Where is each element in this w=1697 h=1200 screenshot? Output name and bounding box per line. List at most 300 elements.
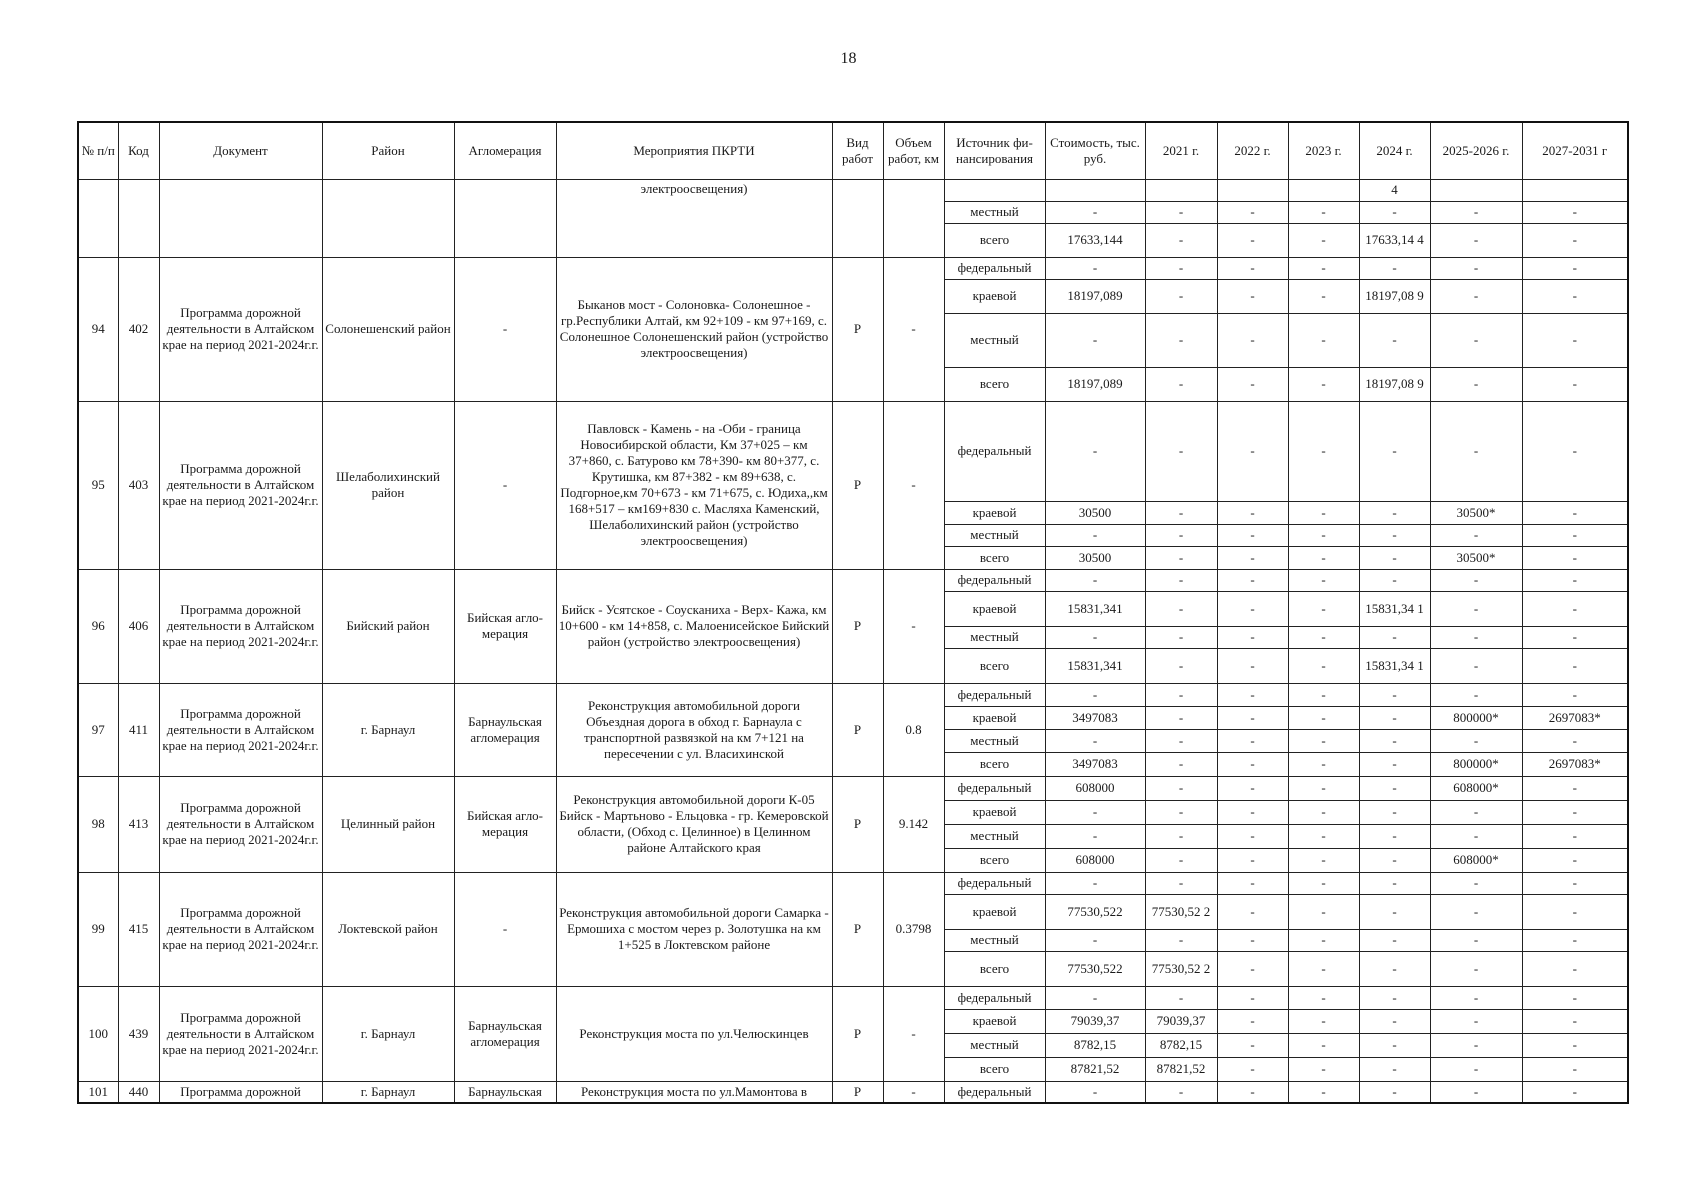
funding-source-cell: всего <box>944 367 1045 401</box>
amount-cell: - <box>1430 824 1522 848</box>
amount-cell: - <box>1522 569 1628 591</box>
amount-cell: - <box>1288 524 1359 546</box>
amount-cell: - <box>1145 848 1217 872</box>
amount-cell: 2697083* <box>1522 752 1628 776</box>
amount-cell: - <box>1522 824 1628 848</box>
funding-source-cell: местный <box>944 313 1045 367</box>
volume-cell: - <box>883 257 944 401</box>
amount-cell: 77530,522 <box>1045 894 1145 929</box>
district-cell: Бийский район <box>322 569 454 683</box>
amount-cell: - <box>1217 986 1288 1009</box>
amount-cell: - <box>1522 683 1628 706</box>
amount-cell: - <box>1522 929 1628 951</box>
amount-cell: 3497083 <box>1045 752 1145 776</box>
amount-cell: - <box>1430 648 1522 683</box>
column-header: Мероприятия ПКРТИ <box>556 122 832 179</box>
amount-cell: 18197,08 9 <box>1359 279 1430 313</box>
funding-source-cell: федеральный <box>944 683 1045 706</box>
amount-cell: - <box>1145 501 1217 524</box>
amount-cell: 8782,15 <box>1145 1033 1217 1057</box>
amount-cell: - <box>1359 257 1430 279</box>
amount-cell: - <box>1522 201 1628 223</box>
amount-cell: - <box>1045 626 1145 648</box>
funding-source-cell: федеральный <box>944 401 1045 501</box>
document-cell: Программа дорожной деятельности в Алтайском крае на период 2021-2024г.г. <box>159 872 322 986</box>
column-header: Район <box>322 122 454 179</box>
amount-cell: - <box>1522 1081 1628 1103</box>
volume-cell <box>883 179 944 257</box>
amount-cell: - <box>1045 201 1145 223</box>
amount-cell: - <box>1522 872 1628 894</box>
amount-cell: - <box>1217 313 1288 367</box>
amount-cell: - <box>1359 951 1430 986</box>
column-header: 2022 г. <box>1217 122 1288 179</box>
amount-cell: - <box>1359 894 1430 929</box>
amount-cell: - <box>1430 872 1522 894</box>
amount-cell: 15831,34 1 <box>1359 648 1430 683</box>
amount-cell: - <box>1288 951 1359 986</box>
amount-cell: - <box>1359 524 1430 546</box>
volume-cell: - <box>883 986 944 1081</box>
code-cell: 439 <box>118 986 159 1081</box>
work-type-cell: Р <box>832 401 883 569</box>
amount-cell: - <box>1217 1009 1288 1033</box>
amount-cell: - <box>1288 800 1359 824</box>
measure-cell: Реконструкция автомобильной дороги Объездная дорога в обход г. Барнаула с транспортной развязкой на км 7+121 на пересечении с ул. Власихинской <box>556 683 832 776</box>
amount-cell: 800000* <box>1430 752 1522 776</box>
amount-cell: 18197,089 <box>1045 367 1145 401</box>
amount-cell: - <box>1045 257 1145 279</box>
funding-source-cell: федеральный <box>944 569 1045 591</box>
amount-cell: - <box>1288 729 1359 752</box>
funding-source-cell: всего <box>944 1057 1045 1081</box>
amount-cell: 608000* <box>1430 848 1522 872</box>
amount-cell: - <box>1145 223 1217 257</box>
column-header: 2024 г. <box>1359 122 1430 179</box>
volume-cell: 0.3798 <box>883 872 944 986</box>
amount-cell: - <box>1145 752 1217 776</box>
row-number-cell: 101 <box>78 1081 118 1103</box>
amount-cell: - <box>1522 367 1628 401</box>
row-number-cell: 100 <box>78 986 118 1081</box>
column-header: 2025-2026 г. <box>1430 122 1522 179</box>
amount-cell: - <box>1359 1009 1430 1033</box>
amount-cell: 77530,522 <box>1045 951 1145 986</box>
amount-cell: - <box>1288 1057 1359 1081</box>
work-type-cell: Р <box>832 776 883 872</box>
amount-cell: - <box>1045 401 1145 501</box>
amount-cell: - <box>1522 591 1628 626</box>
amount-cell: - <box>1217 201 1288 223</box>
amount-cell: - <box>1359 1057 1430 1081</box>
amount-cell: - <box>1430 223 1522 257</box>
amount-cell: - <box>1045 824 1145 848</box>
amount-cell: - <box>1045 683 1145 706</box>
table-row <box>78 1081 1628 1103</box>
funding-source-cell: краевой <box>944 591 1045 626</box>
funding-source-cell: краевой <box>944 894 1045 929</box>
amount-cell: - <box>1145 257 1217 279</box>
measure-cell: Реконструкция автомобильной дороги К-05 Бийск - Мартьново - Ельцовка - гр. Кемеровской области, (Обход с. Целинное) в Целинном районе Алтайского края <box>556 776 832 872</box>
district-cell: г. Барнаул <box>322 986 454 1081</box>
amount-cell: - <box>1288 201 1359 223</box>
code-cell <box>118 179 159 257</box>
funding-source-cell: местный <box>944 524 1045 546</box>
amount-cell: 77530,52 2 <box>1145 894 1217 929</box>
amount-cell: - <box>1522 1057 1628 1081</box>
amount-cell: - <box>1359 501 1430 524</box>
amount-cell: 15831,341 <box>1045 591 1145 626</box>
amount-cell: - <box>1217 279 1288 313</box>
amount-cell: 8782,15 <box>1045 1033 1145 1057</box>
amount-cell: - <box>1045 729 1145 752</box>
amount-cell: - <box>1522 951 1628 986</box>
amount-cell <box>1045 179 1145 201</box>
amount-cell: - <box>1522 401 1628 501</box>
district-cell: Локтевской район <box>322 872 454 986</box>
row-number-cell: 94 <box>78 257 118 401</box>
amount-cell: - <box>1145 648 1217 683</box>
column-header: 2021 г. <box>1145 122 1217 179</box>
amount-cell: - <box>1217 546 1288 569</box>
district-cell: Шелаболихинский район <box>322 401 454 569</box>
column-header: 2027-2031 г <box>1522 122 1628 179</box>
amount-cell: - <box>1288 313 1359 367</box>
amount-cell: - <box>1288 223 1359 257</box>
table-row <box>78 683 1628 706</box>
amount-cell: - <box>1145 201 1217 223</box>
amount-cell: - <box>1359 683 1430 706</box>
amount-cell: - <box>1359 729 1430 752</box>
funding-source-cell: местный <box>944 201 1045 223</box>
funding-source-cell: местный <box>944 824 1045 848</box>
funding-source-cell: всего <box>944 951 1045 986</box>
amount-cell: - <box>1217 729 1288 752</box>
amount-cell: 77530,52 2 <box>1145 951 1217 986</box>
amount-cell: 800000* <box>1430 706 1522 729</box>
amount-cell: - <box>1217 1081 1288 1103</box>
amount-cell: - <box>1217 929 1288 951</box>
amount-cell: - <box>1217 501 1288 524</box>
amount-cell: 608000 <box>1045 776 1145 800</box>
amount-cell: - <box>1288 824 1359 848</box>
document-cell: Программа дорожной деятельности в Алтайском крае на период 2021-2024г.г. <box>159 569 322 683</box>
amount-cell: - <box>1522 800 1628 824</box>
amount-cell: - <box>1522 1009 1628 1033</box>
amount-cell: - <box>1217 626 1288 648</box>
document-cell: Программа дорожной деятельности в Алтайском крае на период 2021-2024г.г. <box>159 401 322 569</box>
amount-cell <box>1145 179 1217 201</box>
amount-cell: 87821,52 <box>1145 1057 1217 1081</box>
agglomeration-cell: - <box>454 257 556 401</box>
amount-cell: - <box>1430 257 1522 279</box>
funding-source-cell: краевой <box>944 279 1045 313</box>
amount-cell: - <box>1288 501 1359 524</box>
amount-cell: - <box>1288 683 1359 706</box>
work-type-cell: Р <box>832 257 883 401</box>
amount-cell: - <box>1217 706 1288 729</box>
amount-cell: - <box>1522 986 1628 1009</box>
amount-cell: - <box>1217 524 1288 546</box>
amount-cell: - <box>1145 569 1217 591</box>
amount-cell: - <box>1288 1081 1359 1103</box>
table-row <box>78 569 1628 591</box>
amount-cell: - <box>1045 800 1145 824</box>
amount-cell: - <box>1288 591 1359 626</box>
funding-source-cell: федеральный <box>944 1081 1045 1103</box>
agglomeration-cell: Бийская агло- мерация <box>454 569 556 683</box>
funding-source-cell: местный <box>944 929 1045 951</box>
amount-cell: - <box>1522 1033 1628 1057</box>
amount-cell: 30500 <box>1045 546 1145 569</box>
amount-cell: - <box>1217 257 1288 279</box>
amount-cell: 2697083* <box>1522 706 1628 729</box>
amount-cell: 30500 <box>1045 501 1145 524</box>
amount-cell: - <box>1145 683 1217 706</box>
measure-cell: Бийск - Усятское - Соусканиха - Верх- Кажа, км 10+600 - км 14+858, с. Малоенисейское Бийский район (устройство электроосвещения) <box>556 569 832 683</box>
amount-cell: - <box>1522 501 1628 524</box>
amount-cell: - <box>1145 279 1217 313</box>
measure-cell: Быканов мост - Солоновка- Солонешное - гр.Республики Алтай, км 92+109 - км 97+169, с. Солонешное Солонешенский район (устройство электроосвещения) <box>556 257 832 401</box>
amount-cell: - <box>1217 776 1288 800</box>
table-row <box>78 986 1628 1009</box>
amount-cell: - <box>1217 824 1288 848</box>
amount-cell: - <box>1359 313 1430 367</box>
row-number-cell: 99 <box>78 872 118 986</box>
amount-cell: - <box>1522 223 1628 257</box>
work-type-cell: Р <box>832 569 883 683</box>
table-row <box>78 401 1628 501</box>
amount-cell: - <box>1430 569 1522 591</box>
amount-cell: - <box>1430 1081 1522 1103</box>
amount-cell: 608000 <box>1045 848 1145 872</box>
amount-cell: 79039,37 <box>1145 1009 1217 1033</box>
amount-cell: - <box>1430 951 1522 986</box>
district-cell: Целинный район <box>322 776 454 872</box>
code-cell: 402 <box>118 257 159 401</box>
amount-cell: - <box>1359 626 1430 648</box>
amount-cell: - <box>1359 752 1430 776</box>
amount-cell: - <box>1045 524 1145 546</box>
document-cell: Программа дорожной деятельности в Алтайском крае на период 2021-2024г.г. <box>159 986 322 1081</box>
table-header <box>78 122 1628 179</box>
amount-cell: - <box>1522 776 1628 800</box>
funding-source-cell: краевой <box>944 1009 1045 1033</box>
funding-source-cell: местный <box>944 729 1045 752</box>
amount-cell: - <box>1522 729 1628 752</box>
amount-cell: - <box>1045 1081 1145 1103</box>
measure-cell: Реконструкция автомобильной дороги Самарка - Ермошиха с мостом через р. Золотушка на км 1+525 в Локтевском районе <box>556 872 832 986</box>
amount-cell: - <box>1145 367 1217 401</box>
table-row <box>78 179 1628 201</box>
amount-cell: - <box>1359 824 1430 848</box>
funding-source-cell: всего <box>944 648 1045 683</box>
funding-source-cell: всего <box>944 223 1045 257</box>
amount-cell: - <box>1288 569 1359 591</box>
column-header: Код <box>118 122 159 179</box>
code-cell: 413 <box>118 776 159 872</box>
amount-cell: - <box>1359 986 1430 1009</box>
volume-cell: 9.142 <box>883 776 944 872</box>
amount-cell: 30500* <box>1430 546 1522 569</box>
district-cell <box>322 179 454 257</box>
amount-cell: - <box>1145 591 1217 626</box>
amount-cell: 3497083 <box>1045 706 1145 729</box>
amount-cell: - <box>1288 279 1359 313</box>
amount-cell: - <box>1430 591 1522 626</box>
amount-cell: - <box>1430 279 1522 313</box>
amount-cell: - <box>1145 546 1217 569</box>
table-row <box>78 872 1628 894</box>
column-header: № п/п <box>78 122 118 179</box>
amount-cell: 17633,144 <box>1045 223 1145 257</box>
amount-cell: - <box>1522 894 1628 929</box>
amount-cell: - <box>1430 313 1522 367</box>
funding-source-cell: всего <box>944 848 1045 872</box>
amount-cell: 15831,34 1 <box>1359 591 1430 626</box>
amount-cell: - <box>1045 569 1145 591</box>
amount-cell: - <box>1145 929 1217 951</box>
amount-cell: - <box>1288 626 1359 648</box>
amount-cell: - <box>1288 1033 1359 1057</box>
agglomeration-cell <box>454 179 556 257</box>
amount-cell: - <box>1430 894 1522 929</box>
amount-cell: - <box>1145 800 1217 824</box>
column-header: Документ <box>159 122 322 179</box>
code-cell: 440 <box>118 1081 159 1103</box>
amount-cell: - <box>1430 201 1522 223</box>
code-cell: 403 <box>118 401 159 569</box>
amount-cell: - <box>1288 894 1359 929</box>
amount-cell: - <box>1145 986 1217 1009</box>
district-cell: г. Барнаул <box>322 1081 454 1103</box>
amount-cell: - <box>1359 929 1430 951</box>
table-body <box>78 179 1628 1103</box>
amount-cell: - <box>1430 729 1522 752</box>
funding-source-cell: федеральный <box>944 257 1045 279</box>
amount-cell: - <box>1288 872 1359 894</box>
financing-table <box>77 121 1629 1104</box>
amount-cell: - <box>1145 626 1217 648</box>
amount-cell: - <box>1288 546 1359 569</box>
amount-cell: - <box>1522 313 1628 367</box>
amount-cell: - <box>1217 401 1288 501</box>
document-cell: Программа дорожной деятельности в Алтайском крае на период 2021-2024г.г. <box>159 257 322 401</box>
work-type-cell: Р <box>832 1081 883 1103</box>
amount-cell: 18197,08 9 <box>1359 367 1430 401</box>
funding-source-cell: краевой <box>944 501 1045 524</box>
amount-cell: - <box>1359 800 1430 824</box>
amount-cell <box>1430 179 1522 201</box>
amount-cell: - <box>1522 848 1628 872</box>
row-number-cell: 96 <box>78 569 118 683</box>
funding-source-cell: всего <box>944 752 1045 776</box>
amount-cell: - <box>1430 929 1522 951</box>
funding-source-cell: федеральный <box>944 986 1045 1009</box>
amount-cell: - <box>1145 524 1217 546</box>
amount-cell: - <box>1359 569 1430 591</box>
amount-cell: - <box>1522 279 1628 313</box>
funding-source-cell: краевой <box>944 706 1045 729</box>
amount-cell: - <box>1217 367 1288 401</box>
funding-source-cell: краевой <box>944 800 1045 824</box>
amount-cell: - <box>1288 257 1359 279</box>
amount-cell: - <box>1430 986 1522 1009</box>
document-cell: Программа дорожной <box>159 1081 322 1103</box>
agglomeration-cell: Барнаульская агломерация <box>454 986 556 1081</box>
amount-cell: - <box>1522 648 1628 683</box>
amount-cell: - <box>1288 706 1359 729</box>
work-type-cell: Р <box>832 683 883 776</box>
amount-cell: - <box>1359 1081 1430 1103</box>
amount-cell: - <box>1288 401 1359 501</box>
amount-cell: - <box>1430 367 1522 401</box>
amount-cell: 4 <box>1359 179 1430 201</box>
amount-cell: - <box>1145 706 1217 729</box>
amount-cell: - <box>1145 313 1217 367</box>
funding-source-cell: федеральный <box>944 872 1045 894</box>
column-header: Агломерация <box>454 122 556 179</box>
measure-cell: Реконструкция моста по ул.Челюскинцев <box>556 986 832 1081</box>
column-header: Источник фи- нансирования <box>944 122 1045 179</box>
amount-cell: - <box>1359 201 1430 223</box>
funding-source-cell: местный <box>944 626 1045 648</box>
document-cell <box>159 179 322 257</box>
amount-cell: - <box>1045 313 1145 367</box>
volume-cell: - <box>883 569 944 683</box>
amount-cell: - <box>1217 648 1288 683</box>
amount-cell: - <box>1359 706 1430 729</box>
amount-cell: - <box>1359 872 1430 894</box>
amount-cell: - <box>1217 569 1288 591</box>
amount-cell: - <box>1045 929 1145 951</box>
amount-cell: - <box>1145 401 1217 501</box>
table-row <box>78 257 1628 279</box>
amount-cell: - <box>1145 729 1217 752</box>
amount-cell: - <box>1288 1009 1359 1033</box>
amount-cell: - <box>1359 776 1430 800</box>
amount-cell: - <box>1522 257 1628 279</box>
amount-cell: - <box>1045 872 1145 894</box>
amount-cell: 18197,089 <box>1045 279 1145 313</box>
amount-cell: - <box>1217 894 1288 929</box>
work-type-cell: Р <box>832 872 883 986</box>
amount-cell: - <box>1288 648 1359 683</box>
amount-cell: - <box>1217 1057 1288 1081</box>
amount-cell: - <box>1430 800 1522 824</box>
amount-cell: - <box>1145 1081 1217 1103</box>
funding-source-cell: местный <box>944 1033 1045 1057</box>
amount-cell: 30500* <box>1430 501 1522 524</box>
amount-cell: 79039,37 <box>1045 1009 1145 1033</box>
volume-cell: - <box>883 1081 944 1103</box>
code-cell: 415 <box>118 872 159 986</box>
agglomeration-cell: Барнаульская агломерация <box>454 683 556 776</box>
amount-cell: - <box>1288 367 1359 401</box>
work-type-cell <box>832 179 883 257</box>
amount-cell: - <box>1522 546 1628 569</box>
district-cell: Солонешенский район <box>322 257 454 401</box>
amount-cell: - <box>1288 776 1359 800</box>
amount-cell: - <box>1430 401 1522 501</box>
page-number: 18 <box>840 50 857 67</box>
amount-cell: - <box>1430 683 1522 706</box>
amount-cell: - <box>1217 800 1288 824</box>
amount-cell: - <box>1359 848 1430 872</box>
volume-cell: - <box>883 401 944 569</box>
document-cell: Программа дорожной деятельности в Алтайском крае на период 2021-2024г.г. <box>159 776 322 872</box>
amount-cell: - <box>1217 872 1288 894</box>
